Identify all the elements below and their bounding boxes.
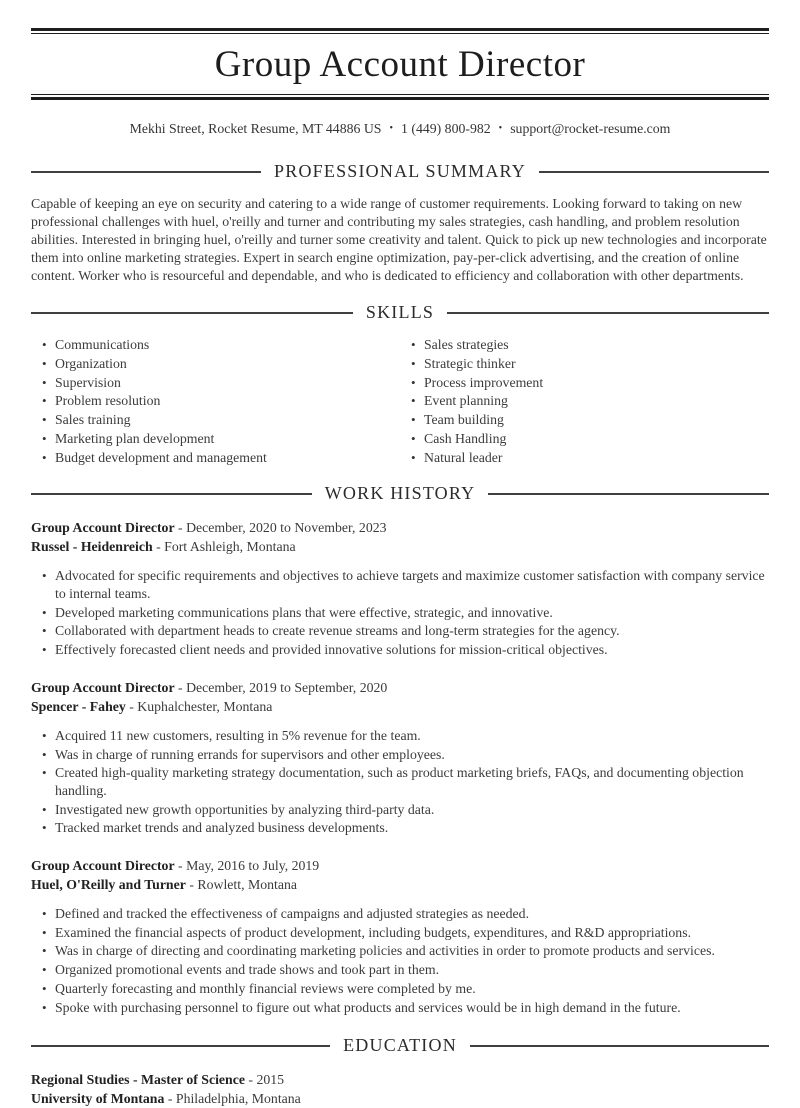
list-item: • Was in charge of directing and coordinating marketing policies and activities in order to promote products and services. [42,942,769,960]
job-entry [31,678,769,837]
summary-text: Capable of keeping an eye on security and catering to a wide range of customer requirements. Looking forward to taking on new professional challenges with huel, o'reilly and turner and contributing my sales strategies, cash handling, and problem resolution abilities. Interested in bringing huel, o'reilly and turner some creativity and talent. Quick to pick up new technologies and incorporate them into online marketing strategies. Expert in search engine optimization, pay-per-click advertising, and the creation of online content. Worker who is resourceful and dependable, and who is dedicated to efficiency and collaboration with other departments. [31,196,767,284]
separator: - [178,520,183,536]
section-professional-summary [31,161,769,285]
job-location: Kuphalchester, Montana [137,698,273,714]
heading-left-rule [31,171,261,173]
job-bullet-list [31,905,769,1016]
education-degree: Regional Studies - Master of Science [31,1072,245,1088]
list-item: • Marketing plan development [42,430,400,448]
list-item: • Cash Handling [411,430,769,448]
heading-right-rule [539,171,769,173]
education-entry [31,1070,769,1108]
job-employer-line [31,697,769,716]
education-heading [31,1035,769,1056]
job-title: Group Account Director [31,679,175,695]
education-school: University of Montana [31,1091,165,1107]
job-title-line [31,678,769,697]
list-item: • Problem resolution [42,392,400,410]
job-location: Rowlett, Montana [197,877,298,893]
list-item: • Examined the financial aspects of product development, including budgets, expenditures, and R&D appropriations. [42,924,769,942]
page-title: Group Account Director [214,44,586,85]
contact-separator-icon: • [498,123,503,135]
list-item: • Organized promotional events and trade shows and took part in them. [42,961,769,979]
separator: - [178,858,183,874]
skills-left-column [31,336,400,467]
list-item: • Sales strategies [411,336,769,354]
job-dates: May, 2016 to July, 2019 [186,858,320,874]
work-history-heading [31,483,769,504]
section-education [31,1035,769,1108]
list-item: • Investigated new growth opportunities by analyzing third-party data. [42,801,769,819]
contact-email: support@rocket-resume.com [510,121,671,137]
education-year: 2015 [256,1072,285,1088]
list-item: • Defined and tracked the effectiveness of campaigns and adjusted strategies as needed. [42,905,769,923]
title-top-rule [31,28,769,34]
list-item: • Acquired 11 new customers, resulting in 5% revenue for the team. [42,727,769,745]
list-item: • Spoke with purchasing personnel to figure out what products and services would be in high demand in the future. [42,999,769,1017]
heading-right-rule [470,1045,769,1047]
separator: - [248,1072,254,1088]
heading-label: PROFESSIONAL SUMMARY [274,161,526,182]
section-skills [31,302,769,467]
job-bullet-list [31,727,769,837]
list-item: • Communications [42,336,400,354]
heading-label: SKILLS [365,302,435,323]
job-entry [31,856,769,1016]
list-item: • Event planning [411,392,769,410]
education-degree-line [31,1070,769,1089]
heading-left-rule [31,312,353,314]
list-item: • Effectively forecasted client needs and provided innovative solutions for mission-critical objectives. [42,641,769,659]
heading-label: EDUCATION [343,1035,457,1056]
job-dates: December, 2019 to September, 2020 [186,679,388,695]
contact-phone: 1 (449) 800-982 [401,121,491,137]
job-dates: December, 2020 to November, 2023 [186,520,387,536]
job-employer: Spencer - Fahey [31,698,126,714]
job-employer: Russel - Heidenreich [31,539,153,555]
heading-left-rule [31,493,312,495]
resume-page [0,28,800,1108]
list-item: • Supervision [42,374,400,392]
list-item: • Natural leader [411,449,769,467]
list-item: • Budget development and management [42,449,400,467]
list-item: • Was in charge of running errands for supervisors and other employees. [42,746,769,764]
list-item: • Created high-quality marketing strategy documentation, such as product marketing briefs, FAQs, and documenting objection handling. [42,764,769,799]
skills-columns [31,336,769,467]
education-location: Philadelphia, Montana [175,1091,301,1107]
job-title-line [31,856,769,875]
list-item: • Sales training [42,411,400,429]
list-item: • Process improvement [411,374,769,392]
section-work-history [31,483,769,1016]
job-bullet-list [31,567,769,659]
contact-separator-icon: • [389,123,393,135]
separator: - [167,1091,173,1107]
job-title: Group Account Director [31,858,175,874]
heading-right-rule [488,493,769,495]
separator: - [129,698,134,714]
separator: - [189,877,194,893]
separator: - [156,539,161,555]
job-entry [31,518,769,659]
list-item: • Quarterly forecasting and monthly financial reviews were completed by me. [42,980,769,998]
contact-address: Mekhi Street, Rocket Resume, MT 44886 US [129,121,382,137]
job-employer: Huel, O'Reilly and Turner [31,877,186,893]
list-item: • Team building [411,411,769,429]
heading-label: WORK HISTORY [324,483,476,504]
job-employer-line [31,537,769,556]
job-title-line [31,518,769,537]
resume-header [31,28,769,137]
heading-left-rule [31,1045,330,1047]
list-item: • Collaborated with department heads to create revenue streams and long-term strategies for the agency. [42,622,769,640]
list-item: • Developed marketing communications plans that were effective, strategic, and innovative. [42,604,769,622]
job-employer-line [31,875,769,894]
education-school-line [31,1089,769,1108]
heading-right-rule [447,312,769,314]
title-bottom-rule [31,94,769,100]
list-item: • Advocated for specific requirements and objectives to achieve targets and maximize customer satisfaction with company service to internal teams. [42,567,769,602]
list-item: • Strategic thinker [411,355,769,373]
professional-summary-heading [31,161,769,182]
separator: - [178,679,183,695]
list-item: • Tracked market trends and analyzed business developments. [42,819,769,837]
skills-right-column [400,336,769,467]
list-item: • Organization [42,355,400,373]
skills-heading [31,302,769,323]
job-title: Group Account Director [31,520,175,536]
job-location: Fort Ashleigh, Montana [164,539,296,555]
contact-line [31,121,769,137]
